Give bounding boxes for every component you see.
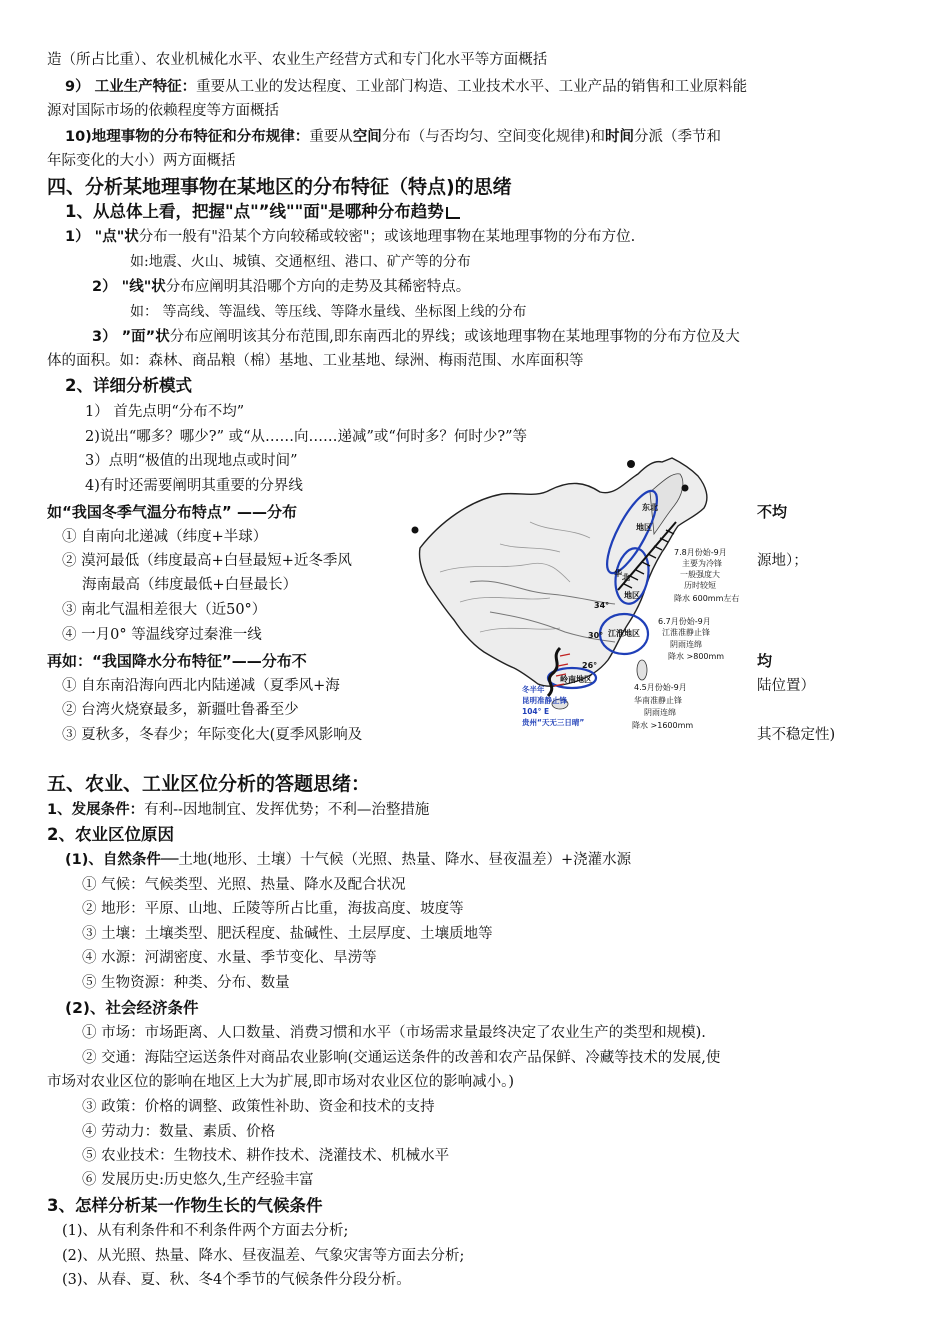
mode-step: 2)说出“哪多？哪少?” 或“从……向……递减”或“何时多？何时少?”等 <box>85 429 528 445</box>
front1-line: 7.8月份始-9月 <box>674 548 727 557</box>
natural-conditions <box>65 850 631 870</box>
label-bei: 北 <box>622 573 630 582</box>
item-text: 土地(地形、土壤）十气候（光照、热量、降水、昼夜温差）+浇灌水源 <box>178 852 632 868</box>
point-text: 分布一般有"沿某个方向较稀或较密"；或该地理事物在某地理事物的分布方位. <box>138 229 636 245</box>
line-example: 如： 等高线、等温线、等压线、等降水量线、坐标图上线的分布 <box>130 304 527 320</box>
point-label: 1） "点"状 <box>65 229 139 245</box>
front1-line: 降水 600mm左右 <box>674 594 740 603</box>
location-dot <box>412 527 419 534</box>
natural-point: ③ 土壤：土壤类型、肥沃程度、盐碱性、土层厚度、土壤质地等 <box>82 926 493 942</box>
front1-line: 历时较短 <box>684 581 716 590</box>
front1-line: 一般强度大 <box>680 570 720 579</box>
temperature-point: ① 自南向北递减（纬度+半球） <box>62 529 268 545</box>
temperature-point-end: 源地）； <box>757 553 808 569</box>
text-line: 源对国际市场的依赖程度等方面概括 <box>47 103 279 119</box>
natural-point: ① 气候：气候类型、光照、热量、降水及配合状况 <box>82 877 406 893</box>
mode-step: 1） 首先点明“分布不均” <box>85 404 245 420</box>
item-text: 分派（季节和 <box>633 129 721 145</box>
natural-point: ④ 水源：河湖密度、水量、季节变化、旱涝等 <box>82 950 377 966</box>
item-text: 分布（与否均匀、空间变化规律)和 <box>381 129 605 145</box>
crop-climate-point: (3)、从春、夏、秋、冬4个季节的气候条件分段分析。 <box>62 1272 411 1288</box>
mode-step: 4)有时还需要阐明其重要的分界线 <box>85 478 303 494</box>
precipitation-point: ③ 夏秋多，冬春少；年际变化大(夏季风影响及 <box>62 727 363 743</box>
label-jianghuai: 江淮地区 <box>608 629 640 638</box>
label-hua: 华 <box>614 569 622 578</box>
natural-point: ⑤ 生物资源：种类、分布、数量 <box>82 975 290 991</box>
cursor-mark <box>446 207 460 219</box>
label-diqu2: 地区 <box>624 591 640 600</box>
subheading-detail-mode: 2、详细分析模式 <box>65 376 192 395</box>
front3-line: 华南准静止锋 <box>634 696 682 705</box>
subheading-agri-location: 2、农业区位原因 <box>47 825 174 844</box>
text-line: 年际变化的大小）两方面概括 <box>47 153 236 169</box>
item-heading: (1)、自然条件── <box>65 852 179 868</box>
front3-line: 4.5月份始-9月 <box>634 683 687 692</box>
area-example: 体的面积。如：森林、商品粮（棉）基地、工业基地、绿洲、梅雨范围、水库面积等 <box>47 353 584 369</box>
item-text: 有利--因地制宜、发挥优势；不利—治整措施 <box>144 802 430 818</box>
temperature-point: ② 漠河最低（纬度最高+白昼最短+近冬季风 <box>62 553 352 569</box>
example-precipitation-heading-end: 均 <box>757 652 773 670</box>
socioeconomic-point-cont: 市场对农业区位的影响在地区上大为扩展,即市场对农业区位的影响减小。) <box>47 1074 515 1090</box>
mode-step: 3）点明“极值的出现地点或时间” <box>85 453 298 469</box>
example-precipitation-heading: 再如：“我国降水分布特征”——分布不 <box>47 652 307 670</box>
kunming-line: 昆明准静止锋 <box>522 696 567 705</box>
item-industrial-features <box>65 77 747 97</box>
example-temperature-heading-end: 不均 <box>757 503 788 521</box>
crop-climate-point: (1)、从有利条件和不利条件两个方面去分析; <box>62 1223 349 1239</box>
front3-line: 阴雨连绵 <box>644 708 676 717</box>
natural-point: ② 地形：平原、山地、丘陵等所占比重，海拔高度、坡度等 <box>82 901 464 917</box>
label-lat34: 34° <box>594 601 610 610</box>
socioeconomic-point: ① 市场：市场距离、人口数量、消费习惯和水平（市场需求量最终决定了农业生产的类型和规模). <box>82 1025 706 1041</box>
taiwan-island <box>637 660 647 680</box>
socioeconomic-conditions: (2)、社会经济条件 <box>65 999 199 1017</box>
item-heading: 10)地理事物的分布特征和分布规律： <box>65 129 310 145</box>
item-distribution-features <box>65 127 721 147</box>
line-text: 分布应阐明其沿哪个方向的走势及其稀密特点。 <box>165 279 471 295</box>
label-lat26: 26° <box>582 661 598 670</box>
label-lingnan: 岭南地区 <box>560 675 592 684</box>
kunming-line: 104° E <box>522 707 550 716</box>
area-label: 3） ”面”状 <box>92 329 170 345</box>
line-label: 2） "线"状 <box>92 279 166 295</box>
location-dot <box>627 460 635 468</box>
subheading-overall <box>65 201 460 223</box>
front2-line: 6.7月份始-9月 <box>658 617 711 626</box>
precipitation-point-end: 其不稳定性) <box>757 727 836 743</box>
front2-line: 降水 >800mm <box>668 652 725 661</box>
kunming-line: 贵州“天无三日晴” <box>522 718 585 727</box>
temperature-point: ④ 一月0° 等温线穿过秦淮一线 <box>62 627 262 643</box>
socioeconomic-point: ⑥ 发展历史:历史悠久,生产经验丰富 <box>82 1172 314 1188</box>
area-distribution <box>92 327 740 347</box>
emphasis-time: 时间 <box>604 129 634 145</box>
section-heading-5: 五、农业、工业区位分析的答题思绪： <box>47 773 371 795</box>
item-text: 重要从工业的发达程度、工业部门构造、工业技术水平、工业产品的销售和工业原料能 <box>196 79 748 95</box>
label-dongbei: 东北 <box>642 503 658 512</box>
socioeconomic-point: ③ 政策：价格的调整、政策性补助、资金和技术的支持 <box>82 1099 435 1115</box>
front2-line: 江淮准静止锋 <box>662 628 710 637</box>
label-lat30: 30° <box>588 631 604 640</box>
emphasis-space: 空间 <box>352 129 382 145</box>
point-distribution <box>65 227 635 247</box>
socioeconomic-point: ⑤ 农业技术：生物技术、耕作技术、浇灌技术、机械水平 <box>82 1148 450 1164</box>
label-diqu1: 地区 <box>636 523 652 532</box>
text-line: 造（所占比重）、农业机械化水平、农业生产经营方式和专门化水平等方面概括 <box>47 52 548 68</box>
area-text: 分布应阐明该其分布范围,即东南西北的界线；或该地理事物在某地理事物的分布方位及大 <box>169 329 740 345</box>
section-heading-4: 四、分析某地理事物在某地区的分布特征（特点)的思绪 <box>47 176 512 198</box>
socioeconomic-point: ④ 劳动力：数量、素质、价格 <box>82 1124 276 1140</box>
crop-climate-point: (2)、从光照、热量、降水、昼夜温差、气象灾害等方面去分析; <box>62 1248 465 1264</box>
socioeconomic-point: ② 交通：海陆空运送条件对商品农业影响(交通运送条件的改善和农产品保鲜、冷藏等技术的发展,使 <box>82 1050 721 1066</box>
development-conditions <box>47 800 429 820</box>
precipitation-point: ② 台湾火烧寮最多，新疆吐鲁番至少 <box>62 702 299 718</box>
location-dot <box>682 485 689 492</box>
point-example: 如:地震、火山、城镇、交通枢纽、港口、矿产等的分布 <box>130 254 471 270</box>
subheading-crop-climate: 3、怎样分析某一作物生长的气候条件 <box>47 1196 323 1215</box>
precipitation-point-end: 陆位置） <box>757 678 815 694</box>
front1-line: 主要为冷锋 <box>682 559 722 568</box>
precipitation-point: ① 自东南沿海向西北内陆递减（夏季风+海 <box>62 678 340 694</box>
front3-line: 降水 >1600mm <box>632 721 694 730</box>
temperature-point: ③ 南北气温相差很大（近50°） <box>62 602 267 618</box>
temperature-point: 海南最高（纬度最低+白昼最长） <box>82 577 298 593</box>
line-distribution <box>92 277 470 297</box>
item-heading: 1、发展条件： <box>47 802 145 818</box>
item-heading: 9） 工业生产特征： <box>65 79 197 95</box>
example-temperature-heading: 如“我国冬季气温分布特点” ——分布 <box>47 503 297 521</box>
item-text: 重要从 <box>309 129 353 145</box>
china-rain-belt-map <box>410 452 755 752</box>
front2-line: 阴雨连绵 <box>670 640 702 649</box>
kunming-line: 冬半年 <box>522 685 545 694</box>
subheading-text: 1、从总体上看，把握"点"”线""面"是哪种分布趋势 <box>65 202 444 221</box>
